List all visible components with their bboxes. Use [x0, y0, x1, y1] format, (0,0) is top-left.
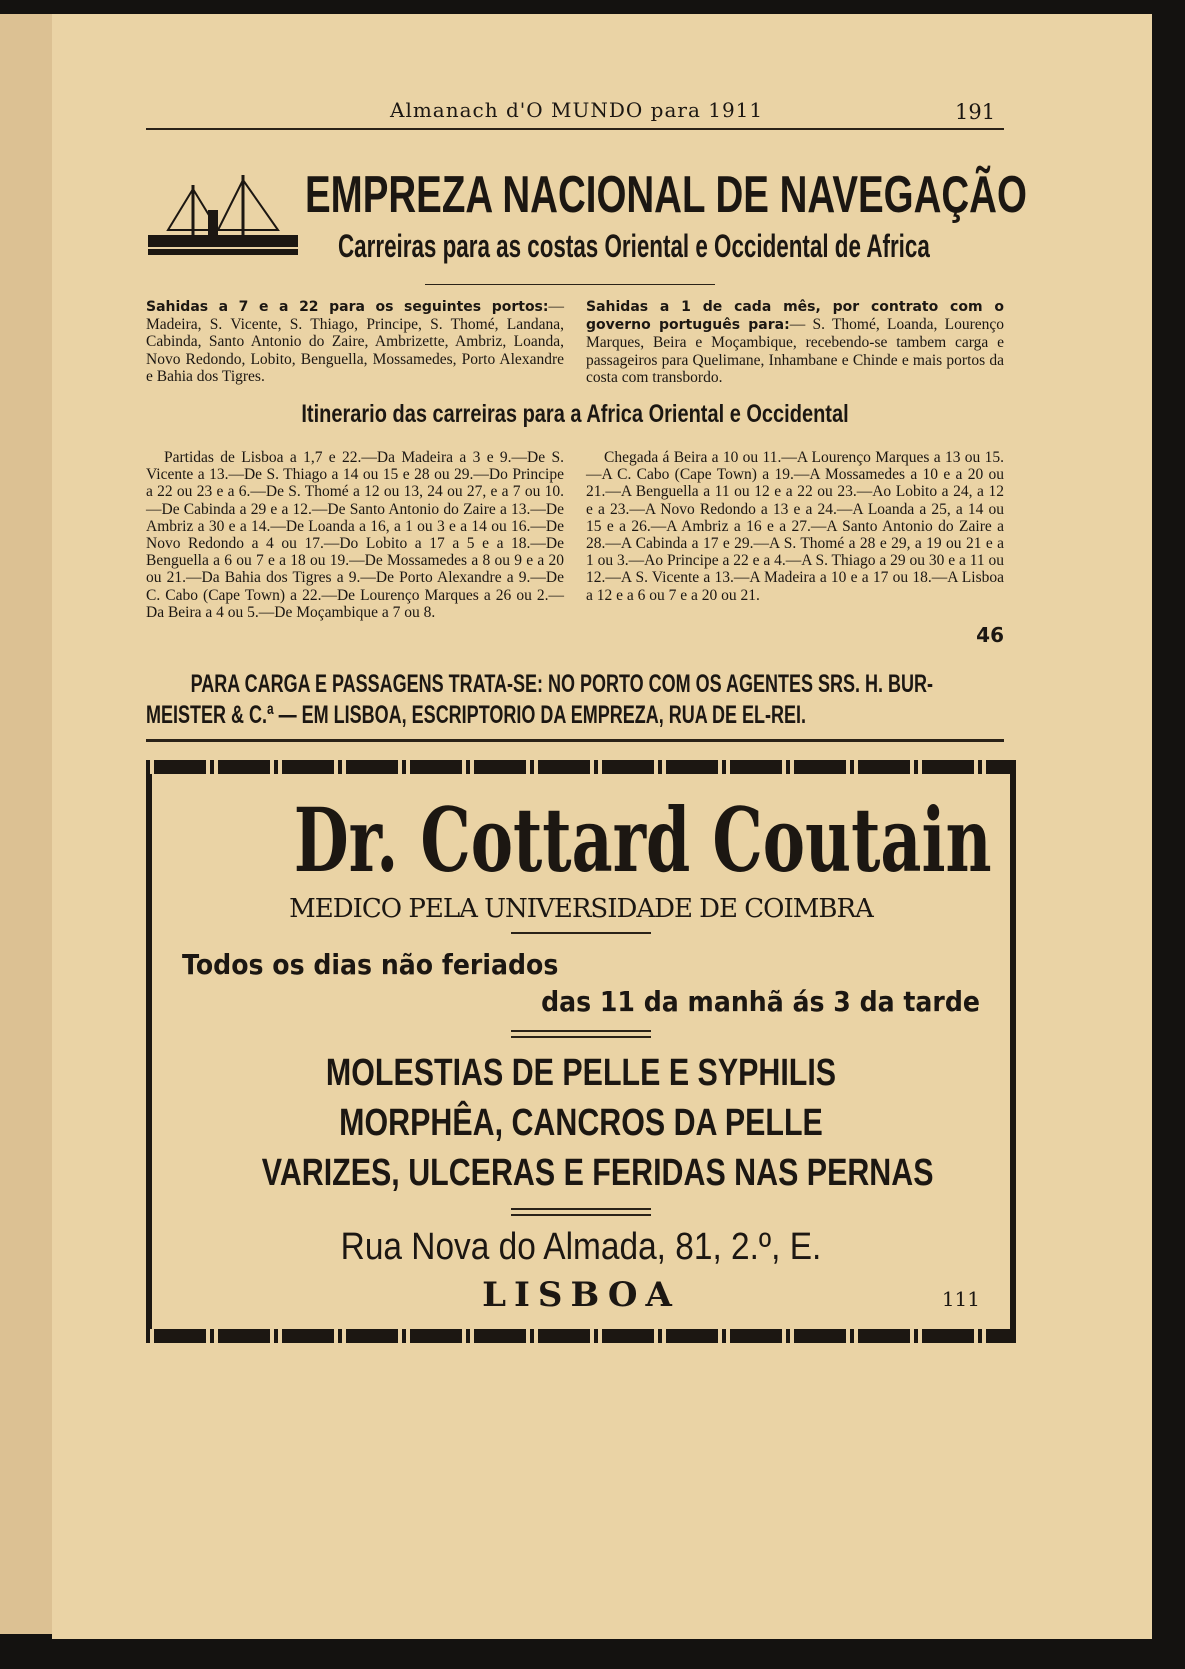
bottom-border: [146, 1329, 1016, 1343]
header-rule: [146, 128, 1004, 130]
top-border: [146, 760, 1016, 774]
hours-line-1: Todos os dias não feriados: [182, 948, 559, 982]
arrivals-text: Chegada á Beira a 10 ou 11.—A Lourenço Marques a 13 ou 15.—A C. Cabo (Cape Town) a 19.—A Mossamedes a 10 e a 20 ou 21.—A Benguella a 11 ou 12 e a 22 ou 23.—Ao Lobito a 24, a 12 e a 23.—A Novo Redondo a 13 e a 24.—A Loanda a 25, a 14 ou 15 e a 26.—A Ambriz a 16 e a 27.—A Santo Antonio do Zaire a 28.—A Cabinda a 17 e 29.—A S. Thomé a 28 e 29, a 19 ou 21 e a 1 ou 3.—Ao Principe a 22 e a 4.—A S. Thiago a 29 ou 30 e a 11 ou 12.—A S. Vicente a 13.—A Madeira a 10 e a 17 ou 18.—A Lisboa a 12 e a 6 ou 7 e a 20 ou 21.: [586, 449, 1005, 604]
divider: [511, 1208, 651, 1210]
footer-line-1: PARA CARGA E PASSAGENS TRATA-SE: NO PORTO COM OS AGENTES SRS. H. BUR-: [190, 670, 934, 699]
doctor-title: MEDICO PELA UNIVERSIDADE DE COIMBRA: [289, 894, 873, 925]
itinerary-columns: [146, 449, 1004, 621]
steamship-icon: [148, 175, 303, 270]
footer: [146, 669, 1004, 733]
itinerary-title: Itinerario das carreiras para a Africa Oriental e Occidental: [301, 400, 849, 429]
divider: [425, 284, 715, 285]
right-routes: Sahidas a 1 de cada mês, por contrato com o governo português para:— S. Thomé, Loanda, Lourenço Marques, Beira e Moçambique, recebendo-se tambem carga e passageiros para Quelimane, Inhambane e Chinde e mais portos da costa com transbordo.: [586, 299, 1004, 386]
city: LISBOA: [482, 1275, 680, 1316]
content-flow: [146, 298, 1004, 1343]
divider: [511, 932, 651, 934]
departures-text: Partidas de Lisboa a 1,7 e 22.—Da Madeira a 3 e 9.—De S. Vicente a 13.—De S. Thiago a 14 ou 15 e 28 ou 29.—Do Principe a 22 ou 23 e a 6.—De S. Thomé a 12 ou 13, 24 ou 27, e a 7 ou 10.—De Cabinda a 29 e a 12.—De Santo Antonio do Zaire a 13.—De Ambriz a 30 e a 14.—De Loanda a 16, a 1 ou 3 e a 14 ou 16.—De Novo Redondo a 4 ou 17.—Do Lobito a 17 a 5 e a 18.—De Benguella a 6 ou 7 e a 18 ou 19.—De Mossamedes a 8 ou 9 e a 20 ou 21.—Da Bahia dos Tigres a 9.—De Porto Alexandre a 9.—De C. Cabo (Cape Town) a 22.—De Lourenço Marques a 26 ou 2.—Da Beira a 4 ou 5.—De Moçambique a 7 ou 8.: [146, 449, 564, 621]
specialty-line-1: MOLESTIAS DE PELLE E SYPHILIS: [325, 1052, 837, 1095]
company-subtitle: Carreiras para as costas Oriental e Occidental de Africa: [338, 228, 930, 264]
address: Rua Nova do Almada, 81, 2.º, E.: [340, 1226, 822, 1269]
ad-number: 111: [941, 1287, 980, 1312]
doctor-name: Dr. Cottard Coutain: [293, 788, 992, 893]
hours-line-2: das 11 da manhã ás 3 da tarde: [541, 985, 980, 1019]
doctor-ad: [146, 760, 1016, 1343]
company-title: EMPREZA NACIONAL DE NAVEGAÇÃO: [305, 166, 1027, 224]
page-fold-edge: [0, 14, 54, 1634]
specialty-line-3: VARIZES, ULCERAS E FERIDAS NAS PERNAS: [261, 1152, 934, 1195]
running-header: Almanach d'O MUNDO para 1911: [390, 98, 764, 122]
page-number: 191: [955, 100, 996, 124]
doctor-ad-frame: [146, 774, 1016, 1329]
routes-columns: [146, 298, 1004, 386]
divider: [511, 1030, 651, 1032]
divider: [511, 1036, 651, 1038]
ad-number: 46: [976, 623, 1004, 648]
footer-line-2: MEISTER & C.ª — EM LISBOA, ESCRIPTORIO DA EMPREZA, RUA DE EL-REI.: [146, 701, 807, 730]
divider: [511, 1214, 651, 1216]
section-rule: [146, 739, 1004, 742]
left-routes: Sahidas a 7 e a 22 para os seguintes portos:—Madeira, S. Vicente, S. Thiago, Principe, S. Thomé, Landana, Cabinda, Santo Antonio do Zaire, Ambrizette, Ambriz, Loanda, Novo Redondo, Lobito, Benguella, Mossamedes, Porto Alexandre e Bahia dos Tigres.: [146, 298, 564, 385]
specialty-line-2: MORPHÊA, CANCROS DA PELLE: [339, 1102, 823, 1145]
